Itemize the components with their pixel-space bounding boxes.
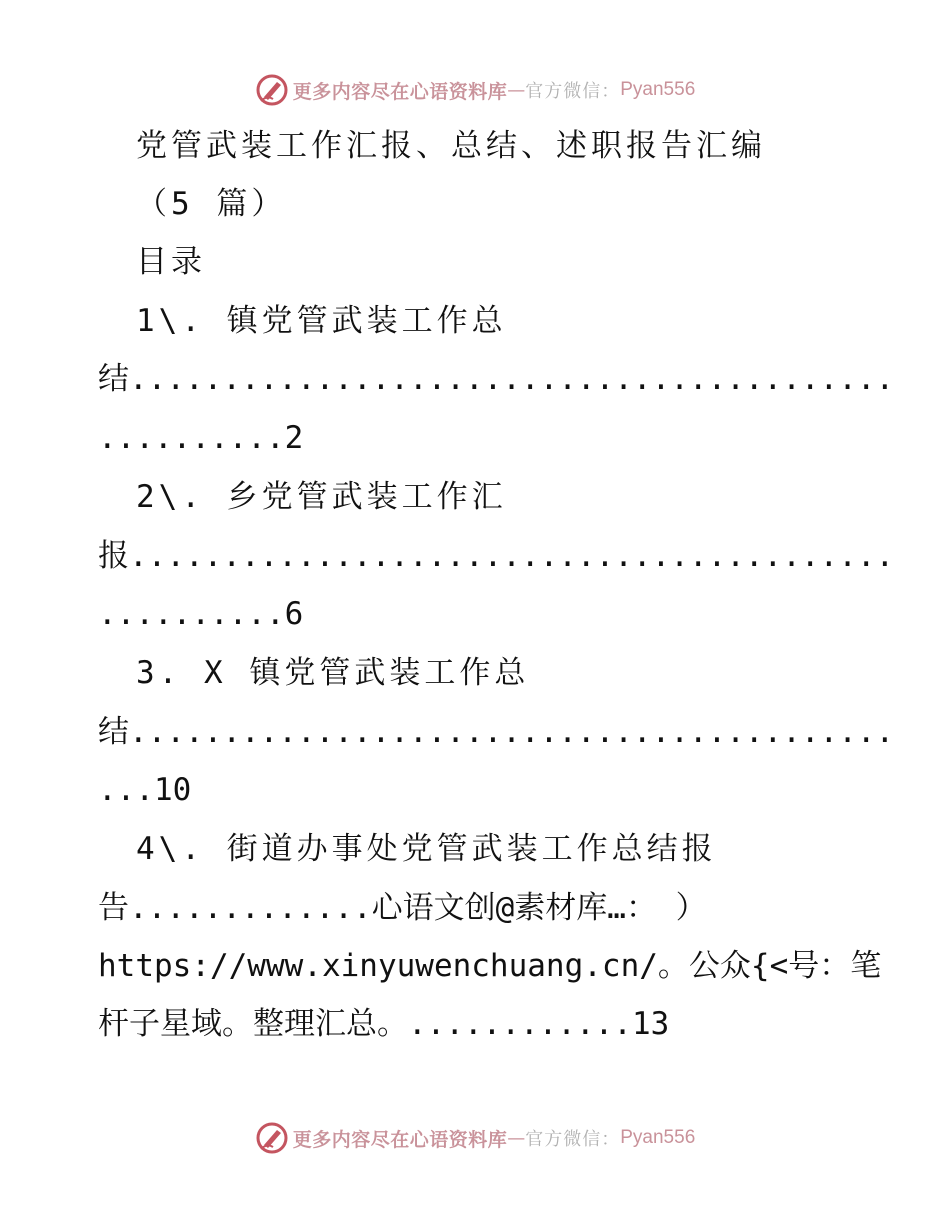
toc-entry-2-page: ..........6 [98,596,304,632]
pen-seal-logo-icon [255,73,289,107]
document-title-count: （5 篇） [136,186,287,222]
banner-separator: — [507,79,526,101]
toc-entry-4-title: 4\. 街道办事处党管武装工作总结报 [136,831,717,867]
banner-contact-label: 官方微信： [525,1129,621,1150]
banner-contact-label: 官方微信： [525,81,621,102]
toc-entry-3-page: ...10 [98,772,192,808]
toc-entry-4-page: 杆子星域。整理汇总。............13 [98,1006,670,1042]
banner-wechat-id: Pyan556 [620,79,696,100]
toc-entry-1-leader: 结......................................... [98,361,895,397]
banner-text: 更多内容尽在心语资料库 [292,80,508,103]
toc-entry-1-title: 1\. 镇党管武装工作总 [136,303,507,339]
toc-entry-1-page: ..........2 [98,420,304,456]
toc-entry-3-leader: 结......................................... [98,714,895,750]
document-title: 党管武装工作汇报、总结、述职报告汇编 [136,128,766,164]
toc-entry-4-leader: 告.............心语文创@素材库…： ） [98,890,707,926]
toc-entry-4-url-line: https://www.xinyuwenchuang.cn/。公众{<号：笔 [98,948,882,984]
footer-watermark-banner [0,1118,950,1158]
header-watermark-banner [0,70,950,110]
toc-entry-2-leader: 报......................................... [98,538,895,574]
toc-entry-2-title: 2\. 乡党管武装工作汇 [136,479,507,515]
banner-wechat-id: Pyan556 [620,1127,696,1148]
toc-entry-3-title: 3. X 镇党管武装工作总 [136,655,530,691]
toc-heading: 目录 [136,244,206,280]
banner-separator: — [507,1127,526,1149]
pen-seal-logo-icon [255,1121,289,1155]
banner-text: 更多内容尽在心语资料库 [292,1128,508,1151]
